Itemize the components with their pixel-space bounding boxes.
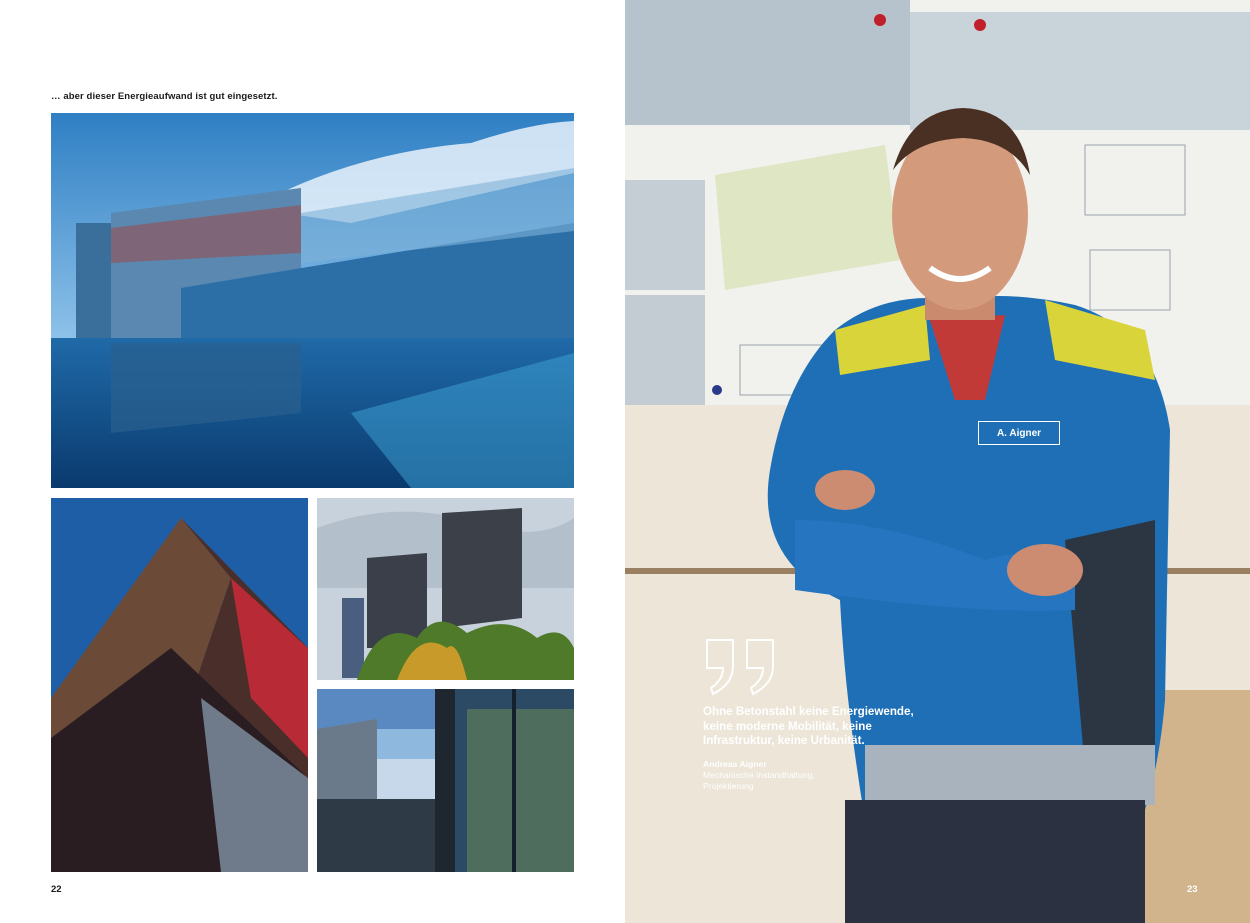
author-role: Projektierung [703,781,754,791]
right-page [625,0,1250,923]
page-number-left: 22 [51,884,62,895]
rooftop-pool-photo [51,113,574,488]
tower-photo [51,498,308,872]
quote-line: Ohne Betonstahl keine Energiewende, [703,705,914,718]
name-tag-label: A. Aigner [996,427,1042,439]
quote-text [703,705,933,749]
author-role: Mechanische Instandhaltung, [703,770,815,780]
author-name: Andreas Aigner [703,759,767,769]
author-attribution [703,759,815,792]
page-caption: … aber dieser Energieaufwand ist gut eingesetzt. [51,91,278,102]
page-number-right: 23 [1187,884,1198,895]
quote-line: Infrastruktur, keine Urbanität. [703,734,865,748]
name-tag [978,421,1060,445]
terrace-view-photo [317,689,574,872]
quotation-marks-icon [703,636,781,696]
twin-towers-photo [317,498,574,680]
quote-line: keine moderne Mobilität, keine [703,719,872,733]
